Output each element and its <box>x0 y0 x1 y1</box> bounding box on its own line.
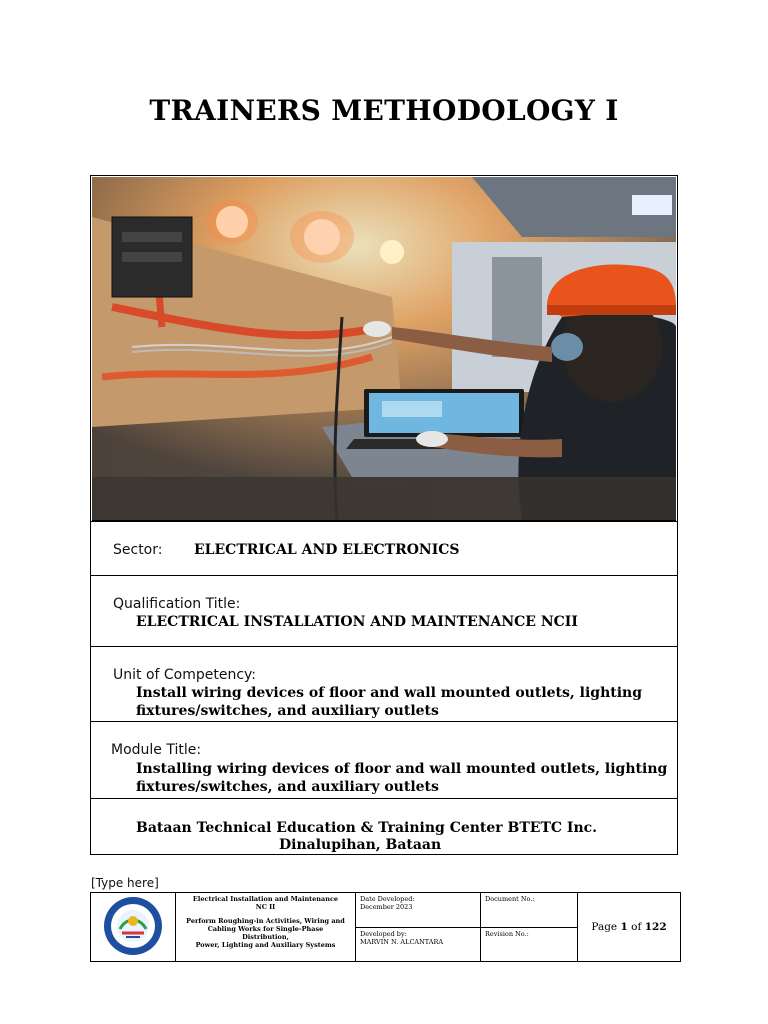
photo-illustration <box>92 177 676 520</box>
sector-row <box>91 521 677 575</box>
institution-line-2: Dinalupihan, Bataan <box>279 837 442 853</box>
document-title: TRAINERS METHODOLOGY I <box>149 94 619 127</box>
institution-row <box>91 798 677 854</box>
module-line-2: fixtures/switches, and auxiliary outlets <box>136 779 439 795</box>
qualification-value: ELECTRICAL INSTALLATION AND MAINTENANCE NCII <box>136 614 578 630</box>
unit-line-1: Install wiring devices of floor and wall mounted outlets, lighting <box>136 685 642 701</box>
course-line-5: Distribution, <box>242 933 289 941</box>
developer-cell <box>356 927 481 962</box>
date-cell <box>356 893 481 928</box>
date-value: December 2023 <box>360 903 413 911</box>
course-line-2: NC II <box>255 903 276 911</box>
unit-label: Unit of Competency: <box>113 667 257 683</box>
document-no-label: Document No.: <box>485 895 535 903</box>
institution-line-1: Bataan Technical Education & Training Center BTETC Inc. <box>136 820 598 836</box>
document-no-cell <box>481 893 578 928</box>
course-line-4: Cabling Works for Single-Phase <box>207 925 324 933</box>
unit-line-2: fixtures/switches, and auxiliary outlets <box>136 703 439 719</box>
revision-no-label: Revision No.: <box>485 929 529 938</box>
date-label: Date Developed: <box>360 895 415 903</box>
unit-of-competency-row <box>91 646 677 721</box>
course-line-1: Electrical Installation and Maintenance <box>192 895 339 903</box>
developer-label: Developed by: <box>360 929 407 938</box>
module-label: Module Title: <box>111 742 202 758</box>
electrical-training-photo <box>92 177 676 521</box>
sector-value: ELECTRICAL AND ELECTRONICS <box>194 542 460 558</box>
course-line-3: Perform Roughing-in Activities, Wiring and <box>186 917 345 925</box>
footer-table <box>90 892 681 962</box>
qualification-row <box>91 575 677 646</box>
module-title-row <box>91 721 677 798</box>
page-number-cell <box>578 893 681 962</box>
page-current: 1 <box>620 921 628 933</box>
page-prefix: Page <box>591 921 618 933</box>
course-line-6: Power, Lighting and Auxiliary Systems <box>195 941 336 949</box>
logo-cell <box>91 893 176 962</box>
sector-label: Sector: <box>113 542 163 558</box>
module-line-1: Installing wiring devices of floor and wall mounted outlets, lighting <box>136 761 668 777</box>
course-cell <box>176 893 356 962</box>
developer-value: MARVIN N. ALCANTARA <box>360 937 444 946</box>
revision-no-cell <box>481 927 578 962</box>
page-of: of <box>631 921 642 933</box>
btetc-logo-icon <box>100 895 166 957</box>
page-total: 122 <box>644 921 667 933</box>
qualification-label: Qualification Title: <box>113 596 241 612</box>
header-placeholder[interactable]: [Type here] <box>91 876 159 890</box>
